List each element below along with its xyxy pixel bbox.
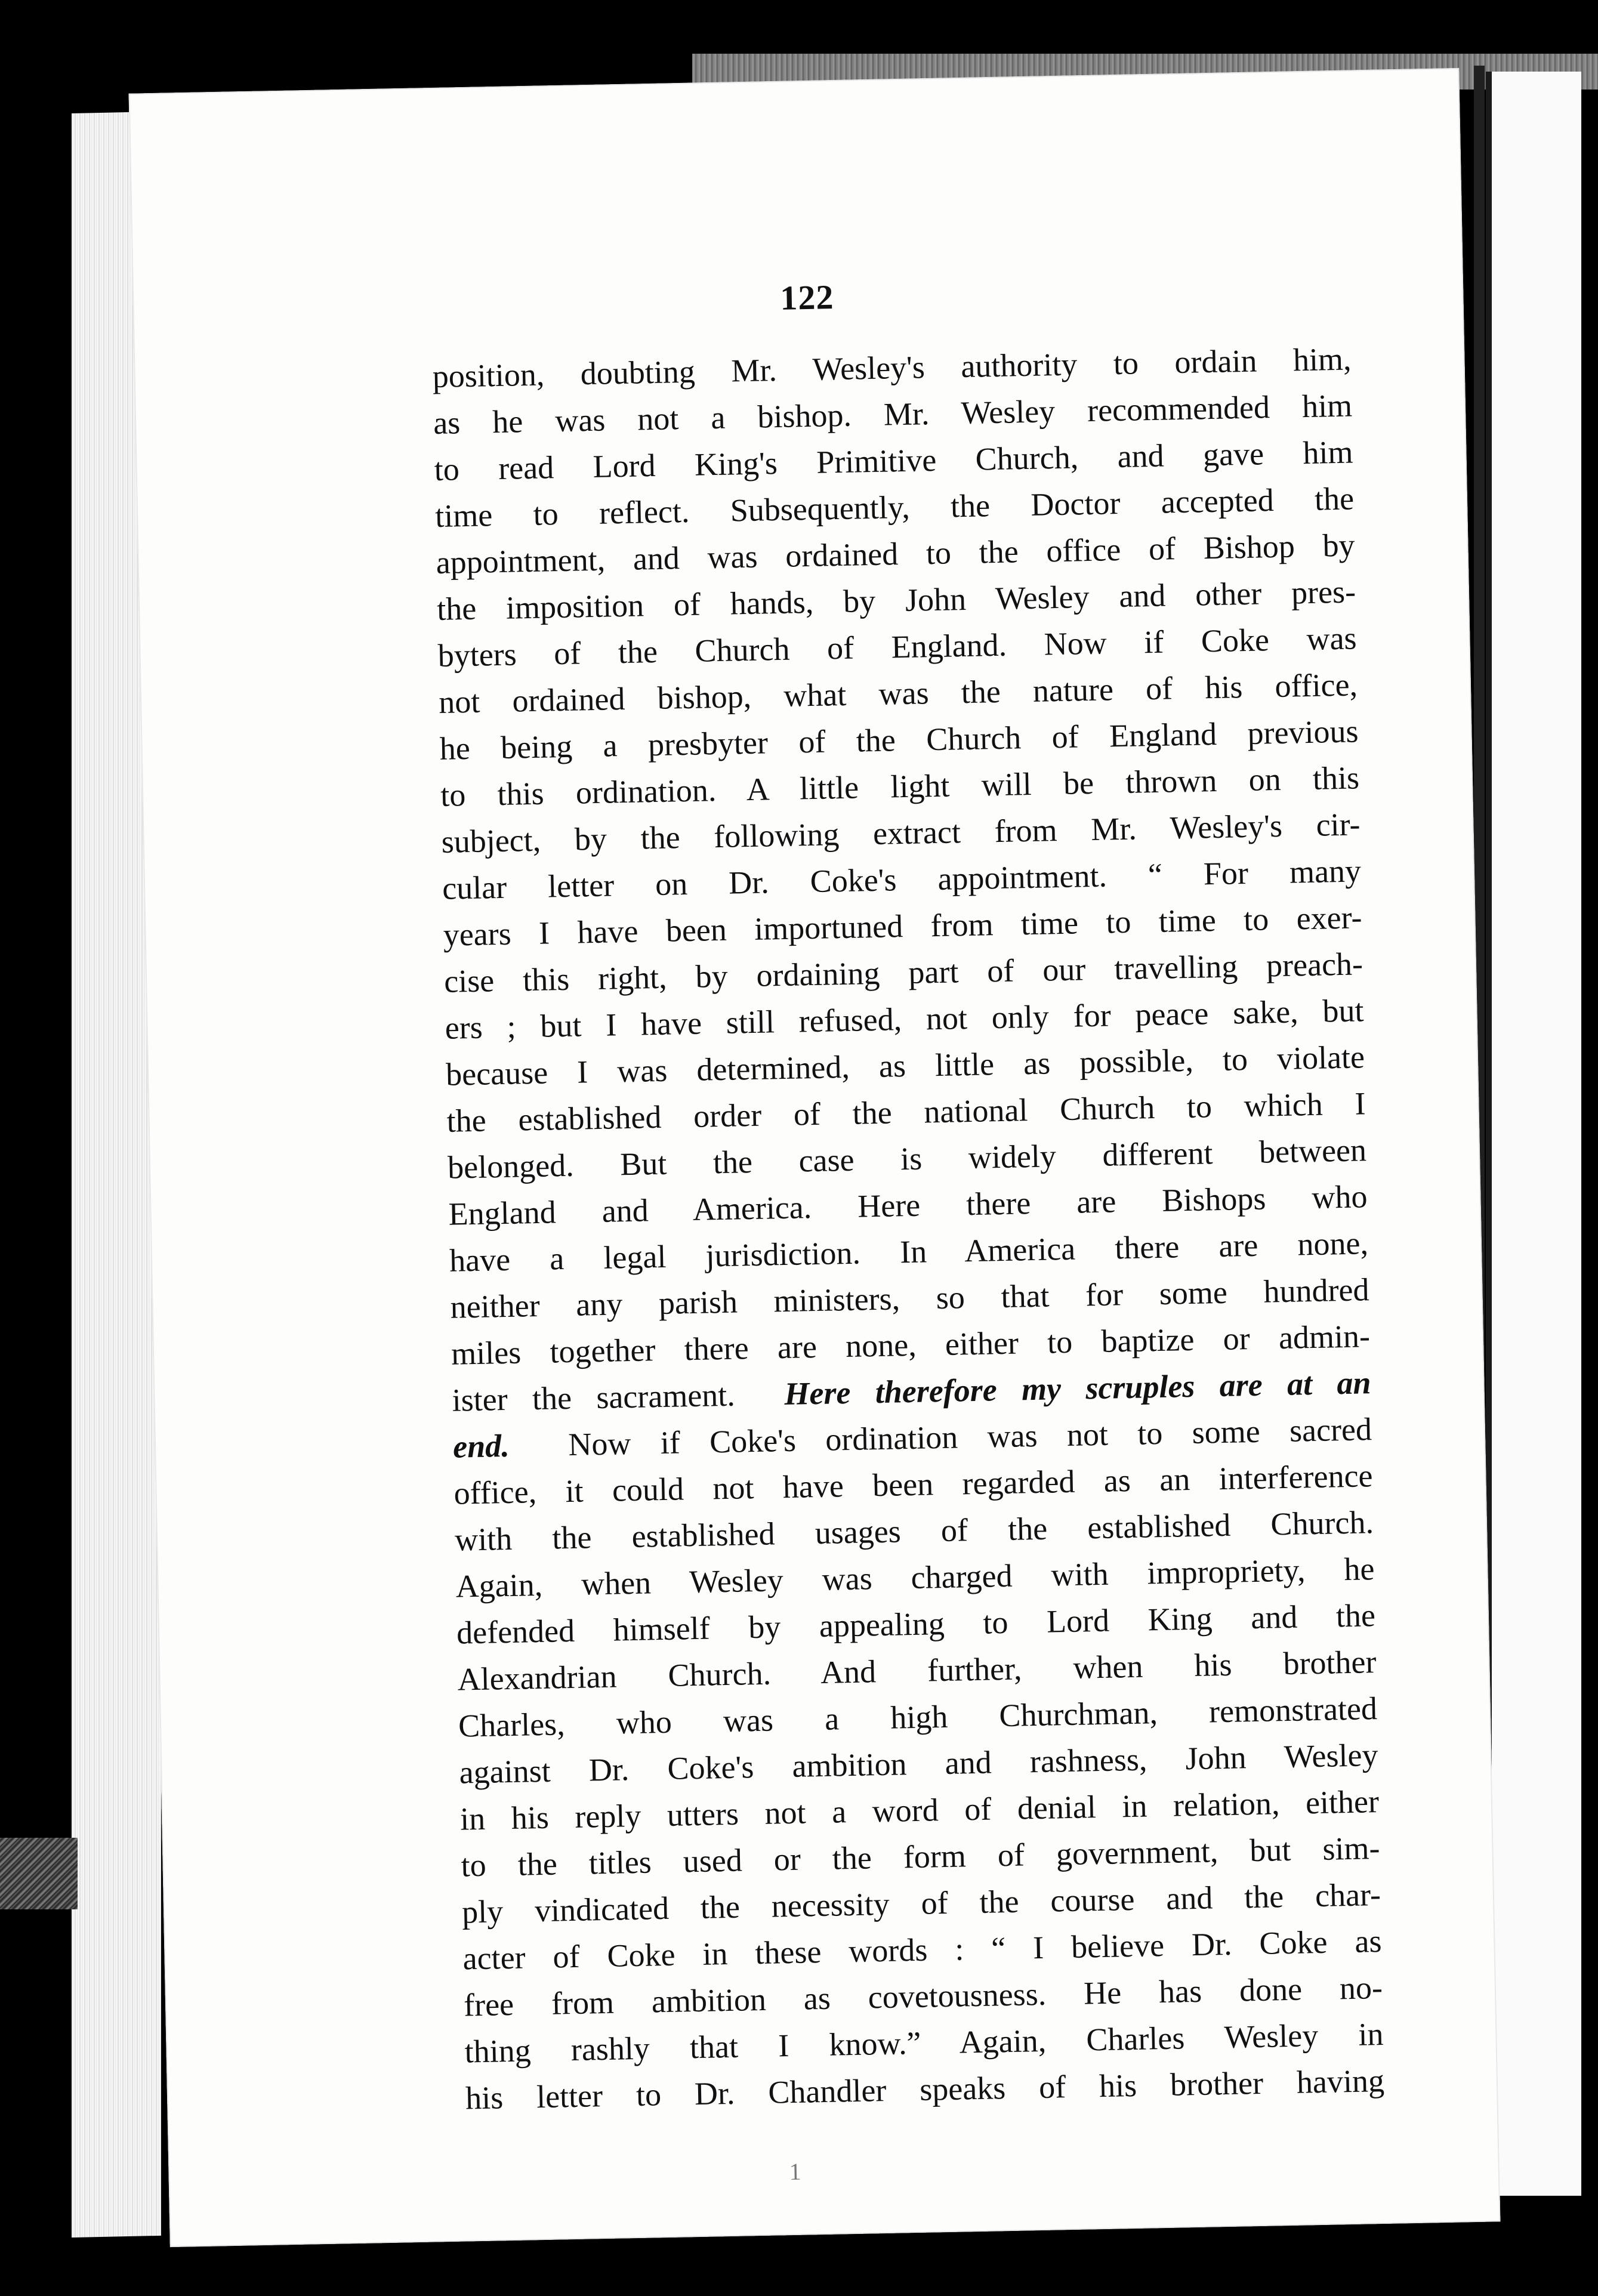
text-line: to this ordination. A little light will be thrown on this — [440, 760, 1360, 813]
text-line: cise this right, by ordaining part of our travelling preach- — [443, 946, 1363, 999]
scan-noise — [0, 1838, 78, 1909]
footer-mark: 1 — [789, 2158, 802, 2186]
text-line: Again, when Wesley was charged with impropriety, he — [455, 1551, 1375, 1604]
text-line: with the established usages of the established Church. — [454, 1504, 1374, 1558]
text-line: defended himself by appealing to Lord King and the — [456, 1597, 1376, 1651]
text-line: not ordained bishop, what was the nature of his office, — [438, 666, 1358, 720]
text-line: to the titles used or the form of government, but sim- — [461, 1830, 1380, 1884]
text-line: the imposition of hands, by John Wesley and other pres- — [436, 573, 1356, 627]
text-line: cular letter on Dr. Coke's appointment. “ For many — [442, 853, 1362, 906]
text-line: byters of the Church of England. Now if Coke was — [437, 620, 1358, 674]
text-line: subject, by the following extract from Mr. Wesley's cir- — [441, 806, 1361, 860]
text-line: time to reflect. Subsequently, the Doctor accepted the — [434, 480, 1355, 535]
page-text-block — [432, 335, 1385, 2121]
text-line: England and America. Here there are Bishops who — [448, 1178, 1368, 1232]
book-page — [129, 68, 1501, 2247]
text-line: neither any parish ministers, so that for some hundred — [450, 1272, 1369, 1325]
text-line: free from ambition as covetousness. He has done no- — [463, 1969, 1383, 2023]
text-line: office, it could not have been regarded as an interference — [454, 1458, 1373, 1511]
page-number: 122 — [779, 277, 834, 317]
text-line: his letter to Dr. Chandler speaks of his brother having — [465, 2062, 1385, 2116]
text-line: he being a presbyter of the Church of England previous — [439, 713, 1359, 767]
text-line: the established order of the national Church to which I — [446, 1085, 1366, 1139]
text-line: position, doubting Mr. Wesley's authority to ordain him, — [432, 341, 1352, 395]
text-segment: ister the sacrament. — [452, 1377, 736, 1418]
text-line: thing rashly that I know.” Again, Charles Wesley in — [464, 2016, 1384, 2070]
text-line: appointment, and was ordained to the office of Bishop by — [436, 527, 1356, 581]
text-line: ply vindicated the necessity of the course and the char- — [461, 1877, 1381, 1930]
italic-quote: Here therefore my scruples are at an — [783, 1365, 1372, 1412]
text-line: miles together there are none, either to baptize or admin- — [451, 1318, 1371, 1372]
text-line: as he was not a bishop. Mr. Wesley recommended him — [433, 387, 1353, 442]
facing-page-sliver — [1486, 72, 1581, 2196]
text-line: to read Lord King's Primitive Church, and gave him — [434, 434, 1354, 488]
text-line: acter of Coke in these words : “ I believe Dr. Coke as — [462, 1923, 1382, 1977]
text-segment: Now if Coke's ordination was not to some sacred — [567, 1411, 1372, 1463]
text-line: in his reply utters not a word of denial in relation, either — [459, 1783, 1380, 1837]
text-line: have a legal jurisdiction. In America there are none, — [449, 1225, 1369, 1279]
text-line: Alexandrian Church. And further, when his brother — [457, 1644, 1377, 1698]
text-line: because I was determined, as little as possible, to violate — [445, 1039, 1365, 1093]
text-line: belonged. But the case is widely different between — [447, 1132, 1367, 1186]
text-line: years I have been importuned from time to time to exer- — [443, 899, 1363, 953]
text-line: ers ; but I have still refused, not only for peace sake, but — [445, 992, 1365, 1046]
text-line: against Dr. Coke's ambition and rashness, John Wesley — [459, 1737, 1378, 1791]
text-line: Charles, who was a high Churchman, remonstrated — [458, 1690, 1378, 1744]
italic-quote-end: end. — [452, 1427, 510, 1465]
